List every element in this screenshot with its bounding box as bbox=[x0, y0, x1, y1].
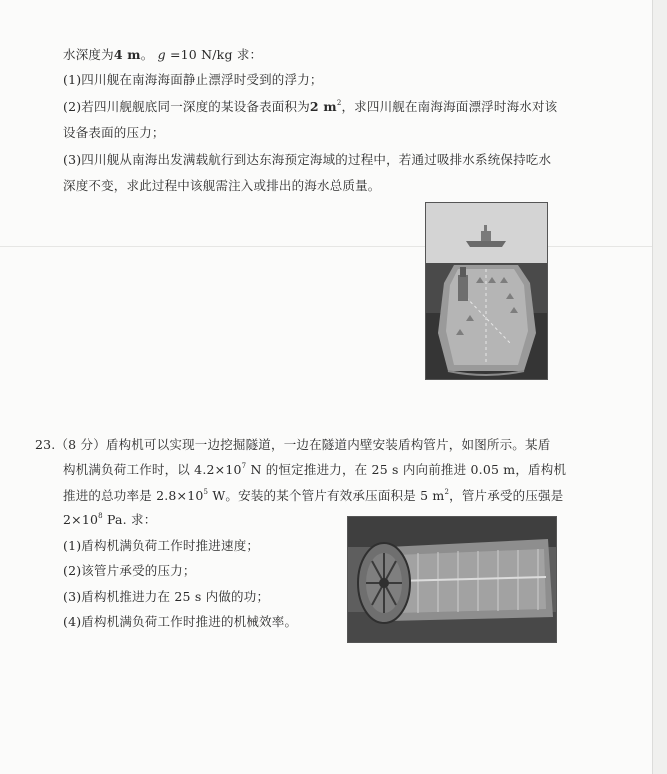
q23-pressure-text: 2×10 bbox=[63, 512, 99, 527]
q22-sub2-continued: 设备表面的压力； bbox=[63, 125, 165, 140]
q22-sub2 bbox=[63, 99, 557, 115]
q23-sub2: (2)该管片承受的压力； bbox=[63, 563, 196, 578]
q22-g-symbol: g bbox=[157, 47, 166, 62]
q22-area-exponent: 2 bbox=[336, 98, 342, 107]
q23-pressure-exponent: 8 bbox=[98, 511, 103, 520]
q22-sub1: (1)四川舰在南海海面静止漂浮时受到的浮力； bbox=[63, 72, 323, 87]
q22-intro-line bbox=[63, 47, 262, 63]
q23-power-exponent: 5 bbox=[203, 487, 209, 496]
q23-area-text: W。安装的某个管片有效承压面积是 5 m bbox=[208, 488, 445, 503]
q23-line2 bbox=[63, 462, 566, 478]
q23-line4-rest: Pa. 求： bbox=[102, 512, 157, 527]
page-fold-line bbox=[0, 246, 652, 247]
q23-area-exponent: 2 bbox=[444, 487, 450, 496]
q22-sub3-line2: 深度不变，求此过程中该舰需注入或排出的海水总质量。 bbox=[63, 178, 381, 193]
q22-depth-value: 4 m bbox=[113, 47, 141, 62]
q23-line3-rest: ，管片承受的压强是 bbox=[449, 488, 564, 503]
q22-intro-text: 水深度为 bbox=[63, 47, 114, 62]
page-edge bbox=[652, 0, 667, 774]
q23-force-exponent: 7 bbox=[241, 461, 247, 470]
q22-sub3-line1: (3)四川舰从南海出发满载航行到达东海预定海域的过程中，若通过吸排水系统保持吃水 bbox=[63, 152, 552, 167]
q23-line1: 23.（8 分）盾构机可以实现一边挖掘隧道，一边在隧道内壁安装盾构管片，如图所示。某盾 bbox=[35, 437, 551, 452]
q22-g-value: =10 N/kg 求： bbox=[165, 47, 263, 62]
q22-sub2-text-a: (2)若四川舰舰底同一深度的某设备表面积为 bbox=[63, 99, 310, 114]
tunnel-boring-machine-photo bbox=[347, 516, 557, 643]
q23-sub3: (3)盾构机推进力在 25 s 内做的功； bbox=[63, 589, 270, 604]
q22-area-value: 2 m bbox=[309, 99, 337, 114]
q23-power-text: 推进的总功率是 2.8×10 bbox=[63, 488, 204, 503]
q23-line4 bbox=[63, 512, 156, 528]
aircraft-carrier-photo bbox=[425, 202, 548, 380]
q23-line2-rest: N 的恒定推进力，在 25 s 内向前推进 0.05 m，盾构机 bbox=[246, 462, 567, 477]
q23-line3 bbox=[63, 488, 563, 504]
q23-sub1: (1)盾构机满负荷工作时推进速度； bbox=[63, 538, 260, 553]
q22-sub2-text-c: ，求四川舰在南海海面漂浮时海水对该 bbox=[341, 99, 558, 114]
q22-intro-period: 。 bbox=[140, 47, 154, 62]
q23-sub4: (4)盾构机满负荷工作时推进的机械效率。 bbox=[63, 614, 298, 629]
q23-force-text: 构机满负荷工作时，以 4.2×10 bbox=[63, 462, 242, 477]
